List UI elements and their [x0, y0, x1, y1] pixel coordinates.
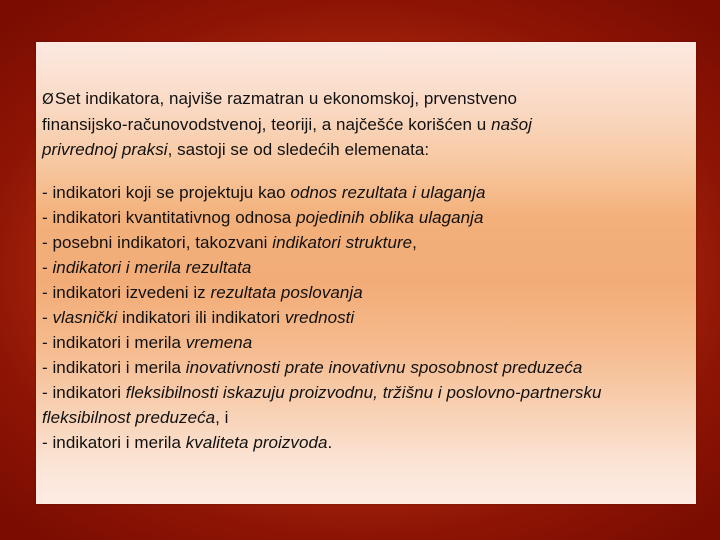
intro-line-1: ØSet indikatora, najviše razmatran u ekonomskoj, prvenstveno [42, 89, 518, 108]
list-item: - indikatori kvantitativnog odnosa pojedinih oblika ulaganja [42, 208, 484, 227]
arrow-bullet-icon: Ø [42, 90, 54, 108]
text-body [42, 86, 696, 455]
list-item: - indikatori i merila kvaliteta proizvoda. [42, 433, 333, 452]
list-item: - indikatori i merila inovativnosti prate inovativnu sposobnost preduzeća [42, 358, 583, 377]
intro-line-2: finansijsko-računovodstvenoj, teoriji, a najčešće korišćen u našoj [42, 115, 532, 134]
indicator-list [42, 180, 696, 455]
list-item: - indikatori izvedeni iz rezultata poslovanja [42, 283, 363, 302]
list-item: - indikatori koji se projektuju kao odnos rezultata i ulaganja [42, 183, 486, 202]
content-panel [36, 42, 696, 504]
list-item-continuation: fleksibilnost preduzeća, i [42, 408, 229, 427]
list-item: - indikatori i merila rezultata [42, 258, 252, 277]
intro-paragraph [42, 86, 696, 162]
list-item: - vlasnički indikatori ili indikatori vrednosti [42, 308, 355, 327]
intro-line-3: privrednoj praksi, sastoji se od sledećih elemenata: [42, 140, 430, 159]
list-item: - indikatori fleksibilnosti iskazuju proizvodnu, tržišnu i poslovno-partnersku [42, 383, 602, 402]
list-item: - posebni indikatori, takozvani indikatori strukture, [42, 233, 417, 252]
list-item: - indikatori i merila vremena [42, 333, 253, 352]
